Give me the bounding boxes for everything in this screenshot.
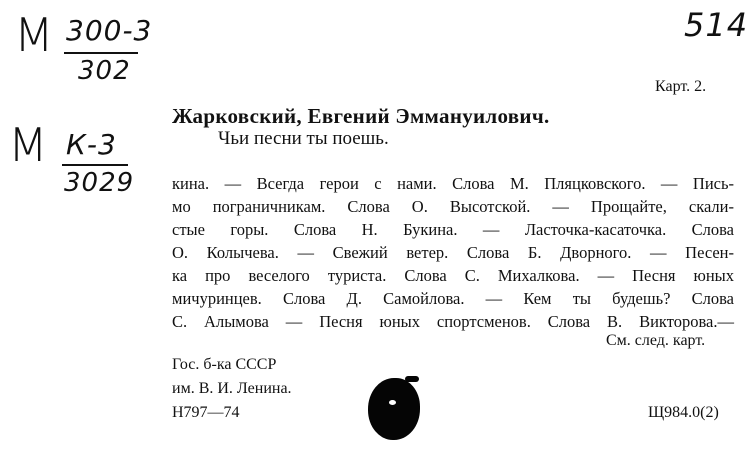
body-line-6: мичуринцев. Слова Д. Самойлова. — Кем ты будешь? Слова [172,289,734,308]
corner-inventory-number: 514 [684,6,749,44]
call-number-letter-2: М [8,118,49,172]
punch-hole-blot [368,378,420,440]
call-number-divider-1 [64,52,138,54]
library-line-1: Гос. б-ка СССР [172,356,277,373]
body-line-1: кина. — Всегда герои с нами. Слова М. Пляцковского. — Пись- [172,174,734,193]
punch-hole-highlight [389,400,396,405]
catalog-number: Щ984.0(2) [648,404,719,421]
card-number: Карт. 2. [655,78,707,95]
call-number-letter-1: М [14,8,55,62]
order-number: Н797—74 [172,404,240,421]
punch-hole-blot-tab [405,376,419,382]
call-number-bottom-2: 3029 [64,168,135,198]
see-next-card: См. след. карт. [606,332,706,349]
call-number-divider-2 [62,164,128,166]
body-line-2: мо пограничникам. Слова О. Высотской. — Прощайте, скали- [172,197,734,216]
body-line-7: С. Алымова — Песня юных спортсменов. Слова В. Викторова.— [172,312,734,331]
body-line-5: ка про веселого туриста. Слова С. Михалкова. — Песня юных [172,266,734,285]
body-line-3: стые горы. Слова Н. Букина. — Ласточка-касаточка. Слова [172,220,734,239]
author-heading: Жарковский, Евгений Эммануилович. [172,104,550,128]
library-line-2: им. В. И. Ленина. [172,380,292,397]
call-number-top-2: К-3 [66,128,117,161]
body-line-4: О. Колычева. — Свежий ветер. Слова Б. Дворного. — Песен- [172,243,734,262]
work-title: Чьи песни ты поешь. [218,128,389,149]
call-number-bottom-1: 302 [78,56,131,86]
call-number-top-1: 300-3 [66,14,153,47]
